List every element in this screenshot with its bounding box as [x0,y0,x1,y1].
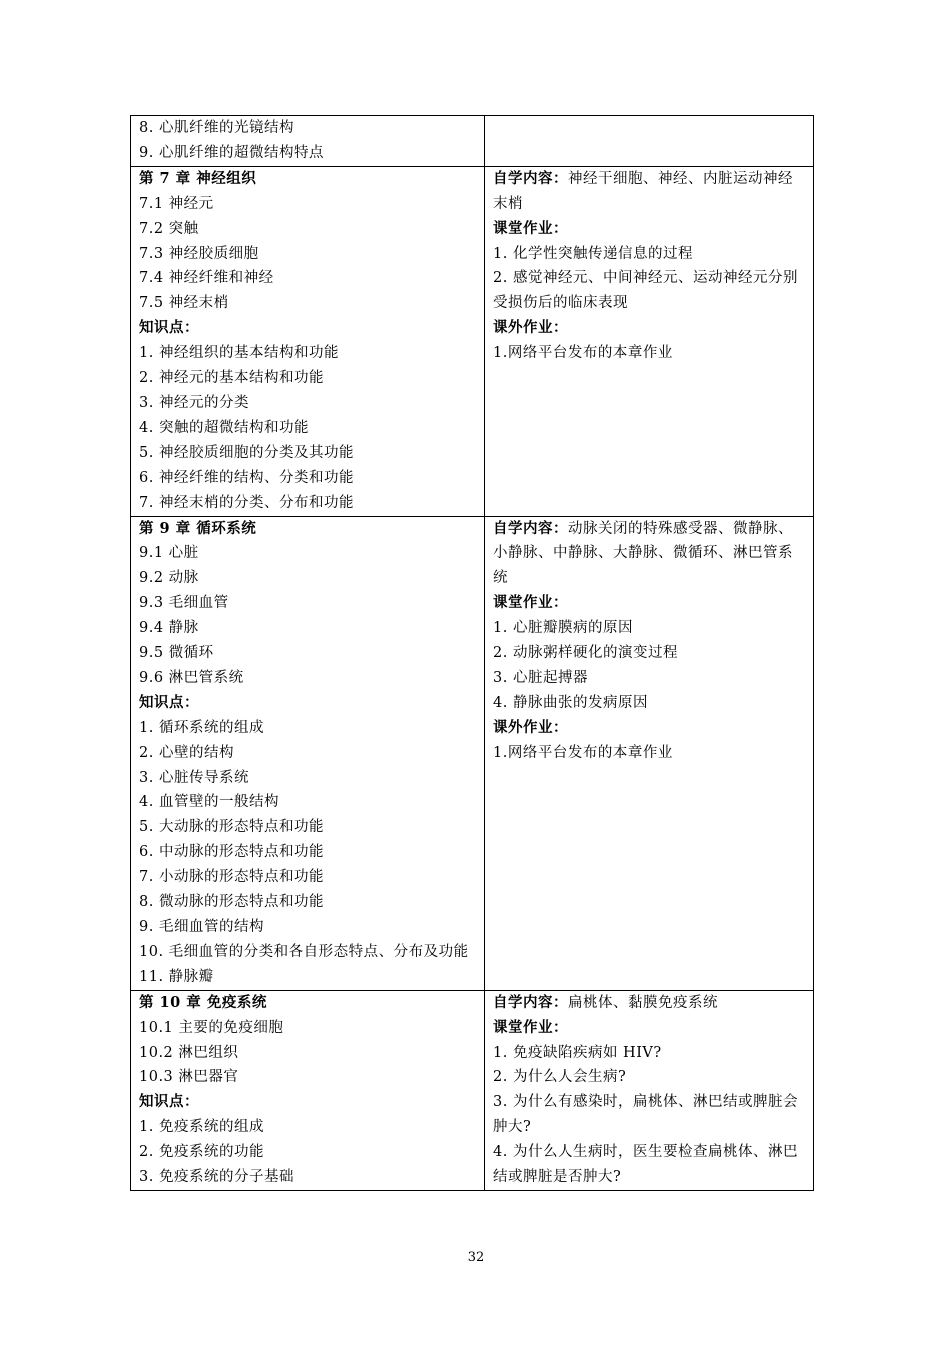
outline-line: 8. 心肌纤维的光镜结构 [139,120,294,136]
outline-line: 9.6 淋巴管系统 [139,669,244,686]
assignment-cell [485,166,814,516]
assignment-text: 1.网络平台发布的本章作业 [493,744,673,761]
assignment-text: 1.网络平台发布的本章作业 [493,345,673,362]
assignment-label: 自学内容： [493,169,568,187]
assignment-line [493,641,813,666]
assignment-line [493,741,813,766]
section-heading: 第 10 章 免疫系统 [139,993,267,1011]
outline-line: 7.5 神经末梢 [139,295,229,312]
assignment-label: 课堂作业： [493,1018,568,1036]
assignment-cell [485,990,814,1190]
outline-line: 3. 心脏传导系统 [139,769,249,786]
section-heading: 知识点： [139,693,199,711]
assignment-line [493,341,813,366]
assignment-line [493,1041,813,1066]
assignment-line [493,316,813,341]
outline-line: 1. 循环系统的组成 [139,719,264,736]
outline-line: 2. 心壁的结构 [139,744,234,761]
outline-line: 9.5 微循环 [139,645,214,662]
section-heading: 第 9 章 循环系统 [139,519,257,537]
section-heading: 知识点： [139,319,199,337]
assignment-line [493,1065,813,1090]
outline-line: 8. 微动脉的形态特点和功能 [139,894,324,911]
assignment-text: 3. 为什么有感染时，扁桃体、淋巴结或脾脏会肿大? [493,1094,798,1136]
outline-line: 7. 小动脉的形态特点和功能 [139,869,324,886]
outline-line: 9. 毛细血管的结构 [139,919,264,935]
outline-line: 9. 心肌纤维的超微结构特点 [139,144,324,161]
assignment-label: 自学内容： [493,993,568,1011]
assignment-line [493,691,813,716]
chapter-cell [131,116,485,167]
outline-line: 4. 血管壁的一般结构 [139,794,279,811]
outline-line: 2. 免疫系统的功能 [139,1144,264,1161]
outline-line: 3. 免疫系统的分子基础 [139,1169,294,1186]
outline-line: 9.4 静脉 [139,620,199,637]
assignment-text: 1. 免疫缺陷疾病如 HIV? [493,1044,662,1061]
assignment-cell [485,116,814,167]
assignment-line [493,1016,813,1041]
outline-line: 10.3 淋巴器官 [139,1069,239,1086]
assignment-text: 1. 心脏瓣膜病的原因 [493,620,633,637]
assignment-line [493,616,813,641]
table-row [131,116,814,167]
outline-line: 10. 毛细血管的分类和各自形态特点、分布及功能 [139,943,469,960]
outline-line: 6. 中动脉的形态特点和功能 [139,844,324,861]
course-outline-table [130,115,814,1191]
assignment-text: 2. 为什么人会生病? [493,1069,627,1086]
assignment-line [493,242,813,267]
assignment-text: 扁桃体、黏膜免疫系统 [568,994,718,1011]
outline-line: 2. 神经元的基本结构和功能 [139,370,324,387]
outline-line: 4. 突触的超微结构和功能 [139,419,309,436]
outline-line: 3. 神经元的分类 [139,394,249,411]
assignment-line [493,1090,813,1140]
outline-line: 1. 神经组织的基本结构和功能 [139,345,339,362]
assignment-label: 课外作业： [493,319,568,337]
outline-line: 7.1 神经元 [139,195,214,212]
assignment-line [493,217,813,242]
assignment-line [493,666,813,691]
assignment-text: 4. 静脉曲张的发病原因 [493,694,648,711]
outline-line: 11. 静脉瓣 [139,968,214,985]
outline-line: 10.2 淋巴组织 [139,1044,239,1061]
assignment-text: 3. 心脏起搏器 [493,669,588,686]
assignment-label: 课堂作业： [493,219,568,237]
outline-line: 9.1 心脏 [139,545,199,562]
assignment-text: 4. 为什么人生病时，医生要检查扁桃体、淋巴结或脾脏是否肿大? [493,1144,798,1186]
assignment-line [493,167,813,217]
outline-line: 1. 免疫系统的组成 [139,1119,264,1136]
assignment-text: 1. 化学性突触传递信息的过程 [493,245,693,262]
assignment-line [493,991,813,1016]
assignment-cell [485,516,814,990]
assignment-line [493,1140,813,1190]
table-row [131,166,814,516]
assignment-label: 课堂作业： [493,594,568,612]
assignment-text: 2. 动脉粥样硬化的演变过程 [493,645,678,662]
assignment-line [493,591,813,616]
outline-line: 5. 大动脉的形态特点和功能 [139,819,324,836]
assignment-text: 动脉关闭的特殊感受器、微静脉、小静脉、中静脉、大静脉、微循环、淋巴管系统 [493,520,793,587]
chapter-cell [131,166,485,516]
section-heading: 第 7 章 神经组织 [139,169,257,187]
outline-line: 9.3 毛细血管 [139,595,229,612]
outline-line: 6. 神经纤维的结构、分类和功能 [139,469,354,486]
assignment-text: 神经干细胞、神经、内脏运动神经末梢 [493,170,793,212]
outline-line: 7.3 神经胶质细胞 [139,245,259,262]
assignment-label: 课外作业： [493,718,568,736]
outline-line: 5. 神经胶质细胞的分类及其功能 [139,444,354,461]
outline-line: 9.2 动脉 [139,570,199,587]
table-row [131,990,814,1190]
assignment-text: 2. 感觉神经元、中间神经元、运动神经元分别受损伤后的临床表现 [493,270,798,312]
outline-line: 10.1 主要的免疫细胞 [139,1019,284,1036]
assignment-line [493,716,813,741]
outline-line: 7.2 突触 [139,220,199,237]
assignment-line [493,517,813,592]
section-heading: 知识点： [139,1093,199,1111]
table-body [131,116,814,1191]
outline-line: 7.4 神经纤维和神经 [139,270,274,287]
outline-line: 7. 神经末梢的分类、分布和功能 [139,494,354,511]
page-number: 32 [467,1250,485,1265]
table-row [131,516,814,990]
chapter-cell [131,990,485,1190]
assignment-label: 自学内容： [493,519,568,537]
assignment-line [493,266,813,316]
chapter-cell [131,516,485,990]
